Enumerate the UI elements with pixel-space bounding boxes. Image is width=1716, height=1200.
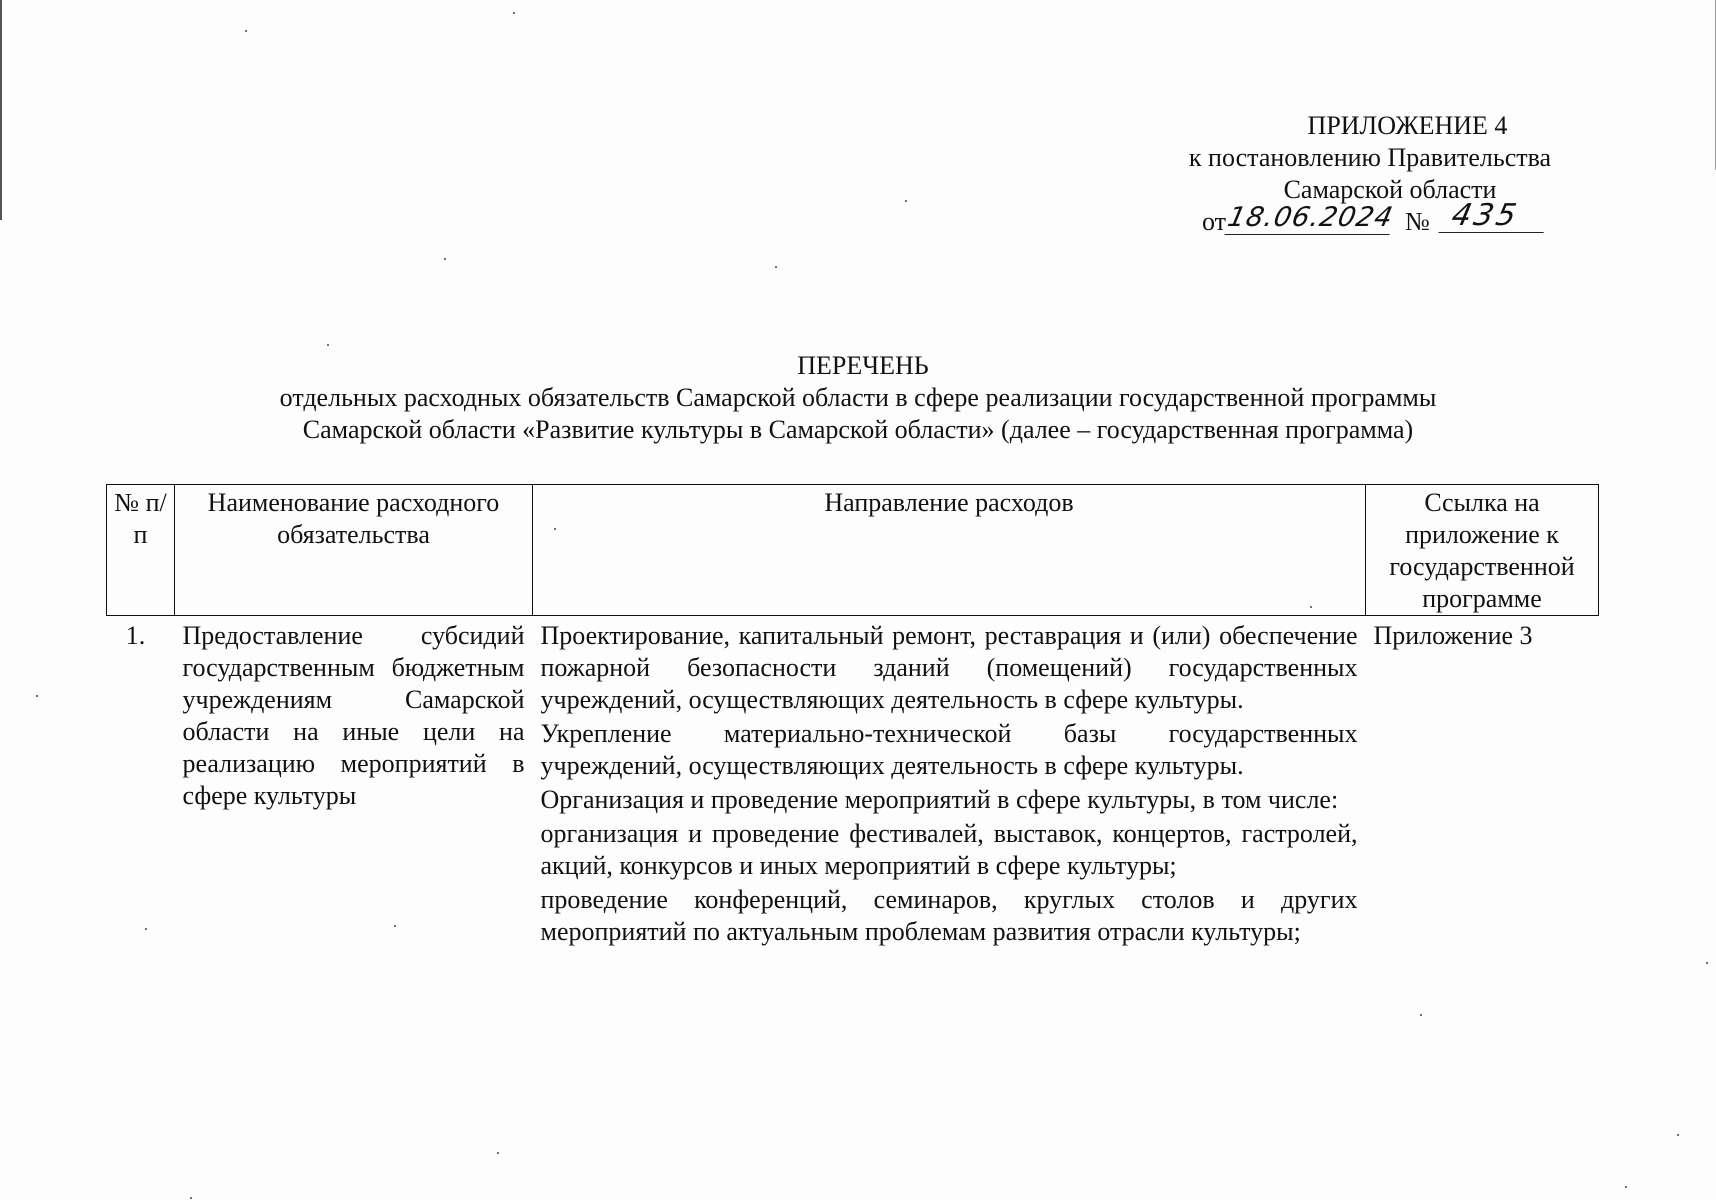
- row-obligation-name: [175, 616, 533, 949]
- row-reference: Приложение 3: [1373, 621, 1533, 650]
- row-directions: [533, 616, 1366, 949]
- table-header-row: [107, 485, 1599, 616]
- handwritten-number: 435: [1438, 200, 1550, 233]
- appendix-block: [1150, 110, 1610, 242]
- scan-edge-left: [0, 0, 2, 220]
- direction-item: проведение конференций, семинаров, круглых столов и других мероприятий по актуальным проблемам развития отрасли культуры;: [540, 885, 1358, 946]
- number-prefix: №: [1405, 207, 1430, 236]
- document-title-block: [0, 350, 1716, 446]
- direction-item: Укрепление материально-технической базы государственных учреждений, осуществляющих деятельность в сфере культуры.: [540, 719, 1358, 780]
- table-row: [107, 616, 1599, 949]
- document-subtitle-line-1: отдельных расходных обязательств Самарской области в сфере реализации государственной программы: [279, 383, 1437, 412]
- scan-speck: [444, 258, 446, 260]
- appendix-title: ПРИЛОЖЕНИЕ 4: [1307, 111, 1508, 140]
- header-obligation-name: Наименование расходного обязательства: [175, 485, 533, 616]
- header-reference: Ссылка на приложение к государственной программе: [1366, 485, 1599, 616]
- appendix-resolution-line: к постановлению Правительства: [1188, 143, 1552, 172]
- scan-speck: [775, 266, 777, 268]
- date-prefix: от: [1202, 207, 1227, 236]
- direction-item: Организация и проведение мероприятий в сфере культуры, в том числе:: [540, 785, 1339, 814]
- scan-speck: [513, 12, 515, 14]
- scan-speck: [497, 1152, 499, 1154]
- appendix-date-number-line: [1150, 198, 1610, 242]
- obligation-name-text: Предоставление субсидий государственным бюджетным учреждениям Самарской области на иные цели на реализацию мероприятий в сфере культуры: [182, 621, 525, 810]
- scan-speck: [1706, 962, 1708, 964]
- obligations-table-wrapper: [106, 484, 1598, 948]
- header-direction: Направление расходов: [533, 485, 1366, 616]
- scan-speck: [36, 695, 38, 697]
- document-heading: ПЕРЕЧЕНЬ: [797, 351, 929, 380]
- direction-item: Проектирование, капитальный ремонт, реставрация и (или) обеспечение пожарной безопасности зданий (помещений) государственных учреждений, осуществляющих деятельность в сфере культуры.: [540, 621, 1358, 714]
- scan-speck: [327, 344, 329, 346]
- header-number: № п/п: [107, 485, 175, 616]
- scan-speck: [1625, 1186, 1627, 1188]
- row-number: 1.: [125, 621, 146, 650]
- obligations-table: [106, 484, 1599, 948]
- document-subtitle-line-2: Самарской области «Развитие культуры в Самарской области» (далее – государственная программа): [302, 415, 1414, 444]
- appendix-region-line: Самарской области: [1283, 175, 1497, 204]
- direction-item: организация и проведение фестивалей, выставок, концертов, гастролей, акций, конкурсов и иных мероприятий в сфере культуры;: [540, 819, 1358, 880]
- scan-speck: [905, 200, 907, 202]
- scan-speck: [1677, 1134, 1679, 1136]
- scan-speck: [245, 30, 247, 32]
- handwritten-date: 18.06.2024: [1224, 202, 1397, 233]
- scan-speck: [190, 1197, 192, 1199]
- scan-speck: [1420, 1014, 1422, 1016]
